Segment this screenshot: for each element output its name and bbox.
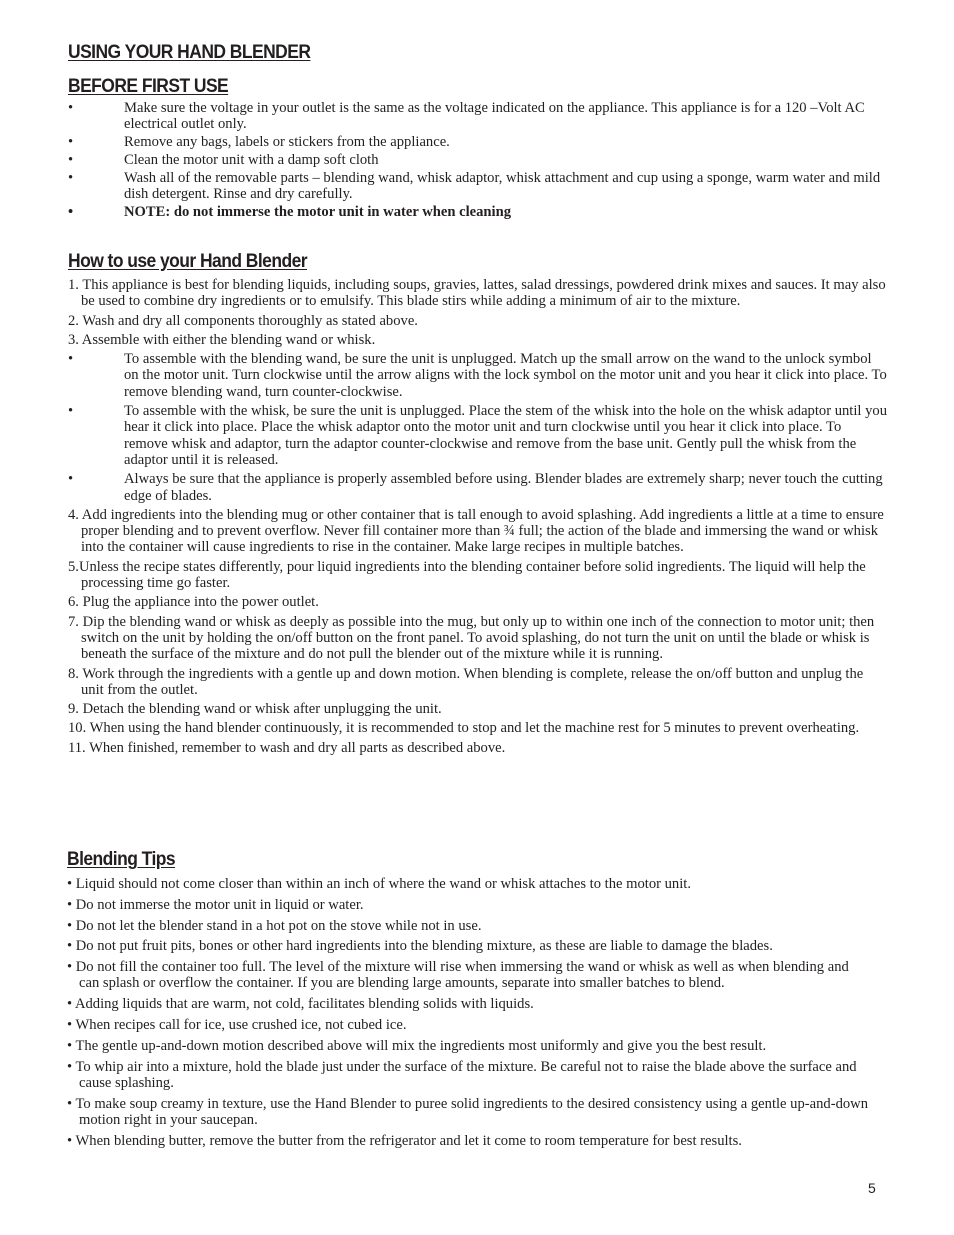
page-title: USING YOUR HAND BLENDER	[68, 42, 311, 63]
tip-item: • The gentle up-and-down motion described above will mix the ingredients most uniformly and give you the best result.	[67, 1037, 767, 1054]
step-2: 2. Wash and dry all components thoroughly as stated above.	[68, 312, 418, 329]
step-3: 3. Assemble with either the blending wand or whisk.	[68, 331, 376, 348]
tip-item: • To whip air into a mixture, hold the blade just under the surface of the mixture. Be careful not to raise the blade above the surface and cause splashing.	[67, 1058, 857, 1091]
bullet: •	[68, 403, 74, 420]
blending-tips-list	[67, 876, 872, 1149]
step-10: 10. When using the hand blender continuously, it is recommended to stop and let the machine rest for 5 minutes to prevent overheating.	[68, 720, 860, 737]
list-item: • Clean the motor unit with a damp soft cloth	[68, 151, 379, 168]
before-first-use-list	[68, 100, 886, 220]
how-to-use-steps	[68, 277, 888, 756]
before-first-use-heading: BEFORE FIRST USE	[68, 76, 229, 97]
tip-item: • Do not let the blender stand in a hot pot on the stove while not in use.	[67, 917, 482, 934]
page-number: 5	[868, 1180, 876, 1196]
step-7: 7. Dip the blending wand or whisk as deeply as possible into the mug, but only up to within one inch of the connection to motor unit; then switch on the unit by holding the on/off button on the front panel. To avoid splashing, do not turn the unit on until the blade or whisk is beneath the surface of the mixture and do not pull the blender out of the mixture while it is running.	[68, 613, 875, 663]
step-8: 8. Work through the ingredients with a gentle up and down motion. When blending is complete, release the on/off button and unplug the unit from the outlet.	[68, 665, 864, 698]
bullet: •	[68, 151, 74, 168]
step-6: 6. Plug the appliance into the power outlet.	[68, 594, 319, 611]
tip-item: • To make soup creamy in texture, use the Hand Blender to puree solid ingredients to the desired consistency using a gentle up-and-down motion right in your saucepan.	[67, 1095, 868, 1129]
bullet: •	[68, 100, 74, 116]
list-item: • Remove any bags, labels or stickers from the appliance.	[68, 134, 450, 151]
bullet: •	[68, 351, 74, 368]
step-3-whisk-item: • To assemble with the whisk, be sure the unit is unplugged. Place the stem of the whisk into the hole on the whisk adaptor until you hear it click into place. Place the whisk adaptor onto the motor unit and turn clockwise until you hear it click into place. To remove whisk and adaptor, turn the adaptor counter-clockwise and remove from the base unit. Gently pull the whisk from the adaptor until it is released.	[68, 403, 888, 468]
tip-item: • Do not fill the container too full. The level of the mixture will rise when immersing the wand or whisk as well as when blending and can splash or overflow the container. If you are blending large amounts, separate into smaller batches to blend.	[67, 959, 849, 992]
bullet: •	[68, 203, 74, 220]
step-3-wand-item: • To assemble with the blending wand, be sure the unit is unplugged. Match up the small arrow on the wand to the unlock symbol on the motor unit. Turn clockwise until the arrow aligns with the lock symbol on the motor unit and you hear it click into place. To remove blending wand, turn counter-clockwise.	[68, 351, 887, 400]
bullet: •	[68, 134, 74, 151]
step-11: 11. When finished, remember to wash and dry all parts as described above.	[68, 739, 506, 756]
tip-item: • Do not put fruit pits, bones or other hard ingredients into the blending mixture, as these are liable to damage the blades.	[67, 938, 773, 955]
tip-item: • Adding liquids that are warm, not cold, facilitates blending solids with liquids.	[67, 996, 534, 1013]
blending-tips-heading: Blending Tips	[67, 849, 176, 870]
tip-item: • When recipes call for ice, use crushed ice, not cubed ice.	[67, 1017, 407, 1034]
tip-item: • Liquid should not come closer than within an inch of where the wand or whisk attaches to the motor unit.	[67, 876, 691, 892]
note-item: • NOTE: do not immerse the motor unit in water when cleaning	[68, 203, 511, 220]
bullet: •	[68, 471, 74, 488]
step-4: 4. Add ingredients into the blending mug or other container that is tall enough to avoid splashing. Add ingredients a little at a time to ensure proper blending and to prevent overflow. Never fill container more than ¾ full; the action of the blade and immersing the wand or whisk into the container will cause ingredients to rise in the container. Make large recipes in multiple batches.	[68, 506, 884, 556]
step-1: 1. This appliance is best for blending liquids, including soups, gravies, lattes, salad dressings, powdered drink mixes and sauces. It may also be used to combine dry ingredients or to emulsify. This blade stirs while adding a minimum of air to the mixture.	[68, 277, 886, 310]
how-to-use-heading: How to use your Hand Blender	[68, 251, 308, 272]
tip-item: • When blending butter, remove the butter from the refrigerator and let it come to room temperature for best results.	[67, 1132, 742, 1149]
bullet: •	[68, 169, 74, 186]
list-item: • Wash all of the removable parts – blending wand, whisk adaptor, whisk attachment and cup using a sponge, warm water and mild dish detergent. Rinse and dry carefully.	[68, 169, 881, 202]
step-3-warning-item: • Always be sure that the appliance is properly assembled before using. Blender blades are extremely sharp; never touch the cutting edge of blades.	[68, 471, 883, 504]
step-5: 5.Unless the recipe states differently, pour liquid ingredients into the blending container before solid ingredients. The liquid will help the processing time go faster.	[68, 558, 866, 592]
tip-item: • Do not immerse the motor unit in liquid or water.	[67, 896, 364, 913]
step-9: 9. Detach the blending wand or whisk after unplugging the unit.	[68, 701, 442, 718]
list-item: • Make sure the voltage in your outlet is the same as the voltage indicated on the appliance. This appliance is for a 120 –Volt AC electrical outlet only.	[68, 100, 865, 133]
